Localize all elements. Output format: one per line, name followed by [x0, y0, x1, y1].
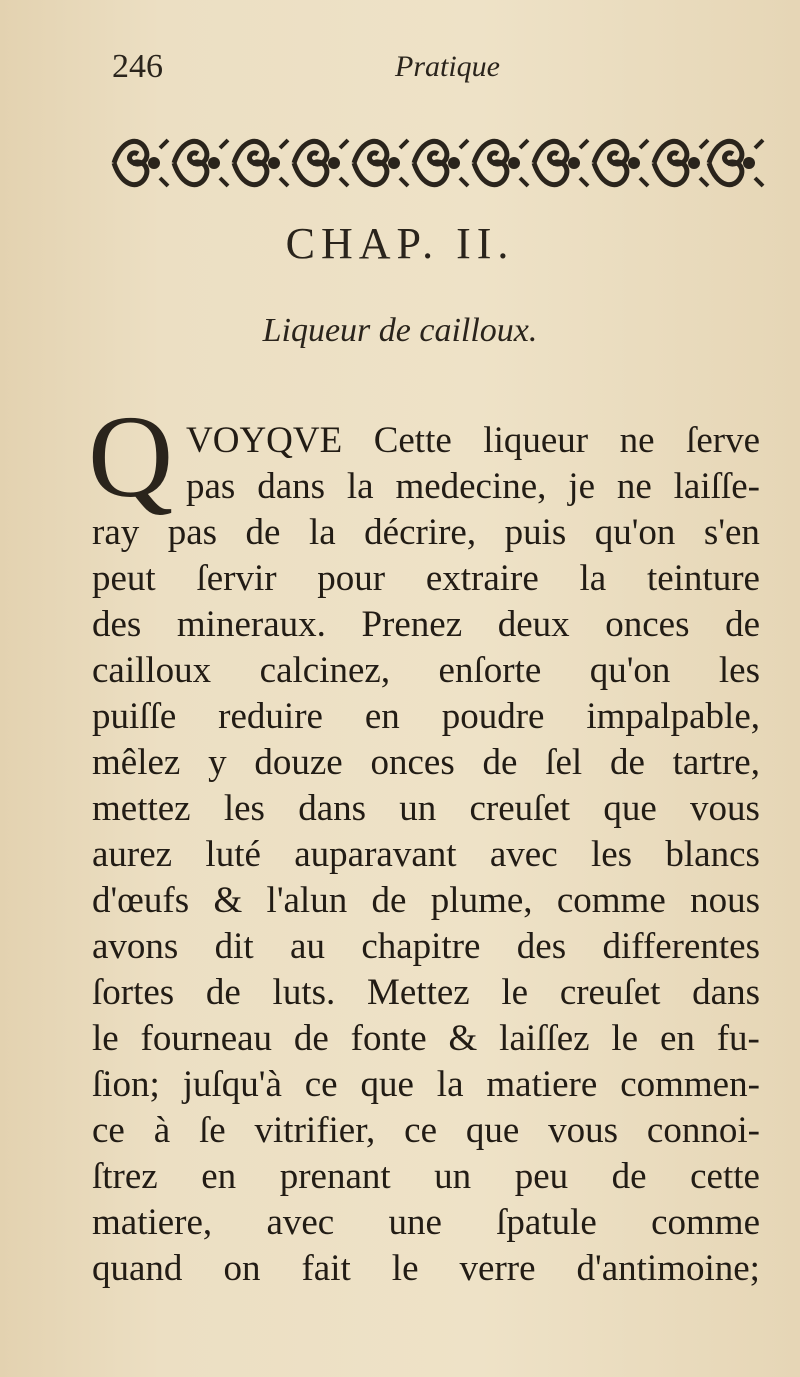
text-line: aurez luté auparavant avec les blancs	[92, 834, 760, 875]
text-line: quand on fait le verre d'antimoine;	[92, 1248, 760, 1289]
text-line: ray pas de la décrire, puis qu'on s'en	[92, 512, 760, 553]
text-line: ſtrez en prenant un peu de cette	[92, 1156, 760, 1197]
text-line: VOYQVE Cette liqueur ne ſerve	[186, 420, 760, 461]
text-line: cailloux calcinez, enſorte qu'on les	[92, 650, 760, 691]
text-line: peut ſervir pour extraire la teinture	[92, 558, 760, 599]
text-line: d'œufs & l'alun de plume, comme nous	[92, 880, 760, 921]
chapter-subtitle: Liqueur de cailloux.	[262, 312, 538, 349]
text-line: le fourneau de fonte & laiſſez le en fu-	[92, 1018, 760, 1059]
running-head	[0, 48, 800, 98]
text-line: mettez les dans un creuſet que vous	[92, 788, 760, 829]
text-line: ſortes de luts. Mettez le creuſet dans	[92, 972, 760, 1013]
text-line: mêlez y douze onces de ſel de tartre,	[92, 742, 760, 783]
drop-cap: Q	[88, 391, 174, 522]
text-line: pas dans la medecine, je ne laiſſe-	[186, 466, 760, 507]
text-line: avons dit au chapitre des differentes	[92, 926, 760, 967]
fleuron-band-icon	[110, 128, 765, 198]
running-title: Pratique	[395, 50, 500, 83]
text-line: puiſſe reduire en poudre impalpable,	[92, 696, 760, 737]
text-line: ſion; juſqu'à ce que la matiere commen-	[92, 1064, 760, 1105]
text-line: ce à ſe vitrifier, ce que vous connoi-	[92, 1110, 760, 1151]
text-line: matiere, avec une ſpatule comme	[92, 1202, 760, 1243]
page-number: 246	[112, 48, 163, 85]
chapter-title: CHAP. II.	[285, 219, 515, 268]
text-line: des mineraux. Prenez deux onces de	[92, 604, 760, 645]
